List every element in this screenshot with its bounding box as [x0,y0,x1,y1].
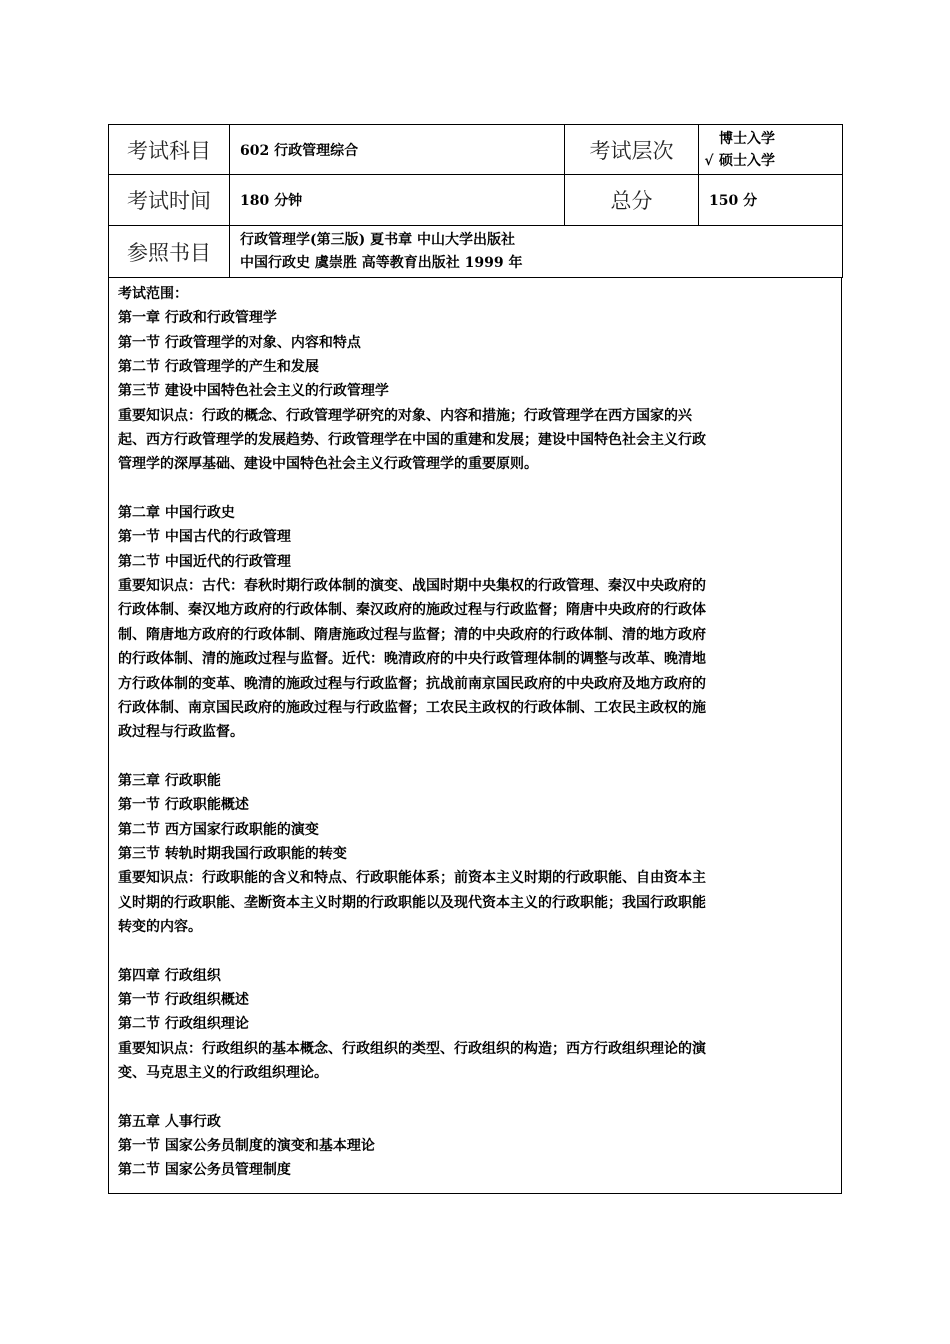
key-points-line: 政过程与行政监督。 [118,724,244,741]
level-check-mark: √ [704,152,714,169]
reference-book: 中国行政史 虞崇胜 高等教育出版社 1999 年 [240,254,523,271]
time-label: 考试时间 [109,175,230,226]
reference-book: 行政管理学(第三版) 夏书章 中山大学出版社 [240,231,515,248]
section-line: 第三节 转轨时期我国行政职能的转变 [118,845,347,862]
key-points-line: 管理学的深厚基础、建设中国特色社会主义行政管理学的重要原则。 [118,456,538,473]
section-line: 第一节 行政管理学的对象、内容和特点 [118,334,361,351]
key-points-line: 重要知识点：古代：春秋时期行政体制的演变、战国时期中央集权的行政管理、秦汉中央政府的 [118,578,706,595]
key-points-line: 重要知识点：行政的概念、行政管理学研究的对象、内容和措施；行政管理学在西方国家的兴 [118,407,692,424]
section-line: 第一节 国家公务员制度的演变和基本理论 [118,1138,375,1155]
key-points-line: 的行政体制、清的施政过程与监督。近代：晚清政府的中央行政管理体制的调整与改革、晚清地 [118,651,706,668]
level-option-label: 博士入学 [719,130,775,147]
section-line: 第二节 国家公务员管理制度 [118,1162,291,1179]
level-options [699,125,843,175]
chapter-heading: 第二章 中国行政史 [118,505,235,522]
chapter-block [118,964,832,1086]
level-option-label: 硕士入学 [719,152,775,169]
key-points-line: 重要知识点：行政组织的基本概念、行政组织的类型、行政组织的构造；西方行政组织理论的演 [118,1040,706,1057]
score-label: 总分 [565,175,699,226]
blank-line [118,745,832,769]
reference-books [230,226,843,278]
scope-title: 考试范围： [118,286,188,302]
exam-syllabus-sheet [108,124,842,1194]
section-line: 第一节 行政职能概述 [118,797,249,814]
section-line: 第二节 西方国家行政职能的演变 [118,821,319,838]
chapter-heading: 第一章 行政和行政管理学 [118,310,277,327]
section-line: 第二节 行政管理学的产生和发展 [118,359,319,376]
key-points-line: 方行政体制的变革、晚清的施政过程与行政监督；抗战前南京国民政府的中央政府及地方政府的 [118,675,706,692]
key-points-line: 转变的内容。 [118,918,202,935]
section-line: 第二节 行政组织理论 [118,1016,249,1033]
level-option-doctor [699,128,842,150]
chapter-block [118,306,832,476]
chapter-block [118,769,832,939]
key-points-line: 义时期的行政职能、垄断资本主义时期的行政职能以及现代资本主义的行政职能；我国行政职能 [118,894,706,911]
key-points-line: 制、隋唐地方政府的行政体制、隋唐施政过程与监督；清的中央政府的行政体制、清的地方政府 [118,626,706,643]
chapter-block [118,1110,832,1183]
blank-line [118,939,832,963]
chapter-block [118,501,832,744]
blank-line [118,1085,832,1109]
books-label: 参照书目 [109,226,230,278]
key-points-line: 行政体制、秦汉地方政府的行政体制、秦汉政府的施政过程与行政监督；隋唐中央政府的行政体 [118,602,706,619]
level-option-master [699,150,842,172]
key-points-line: 起、西方行政管理学的发展趋势、行政管理学在中国的重建和发展；建设中国特色社会主义行政 [118,432,706,449]
key-points-line: 重要知识点：行政职能的含义和特点、行政职能体系；前资本主义时期的行政职能、自由资本主 [118,870,706,887]
section-line: 第二节 中国近代的行政管理 [118,553,291,570]
exam-info-table [108,124,843,278]
section-line: 第一节 中国古代的行政管理 [118,529,291,546]
level-label: 考试层次 [565,125,699,175]
subject-value: 602 行政管理综合 [230,125,565,175]
chapter-heading: 第五章 人事行政 [118,1113,221,1130]
score-value: 150 分 [699,175,843,226]
chapter-heading: 第四章 行政组织 [118,967,221,984]
key-points-line: 变、马克思主义的行政组织理论。 [118,1065,328,1081]
blank-line [118,477,832,501]
section-line: 第一节 行政组织概述 [118,991,249,1008]
chapter-heading: 第三章 行政职能 [118,772,221,789]
time-value: 180 分钟 [230,175,565,226]
subject-label: 考试科目 [109,125,230,175]
exam-scope-content [108,278,842,1194]
section-line: 第三节 建设中国特色社会主义的行政管理学 [118,383,389,400]
key-points-line: 行政体制、南京国民政府的施政过程与行政监督；工农民主政权的行政体制、工农民主政权的施 [118,699,706,716]
